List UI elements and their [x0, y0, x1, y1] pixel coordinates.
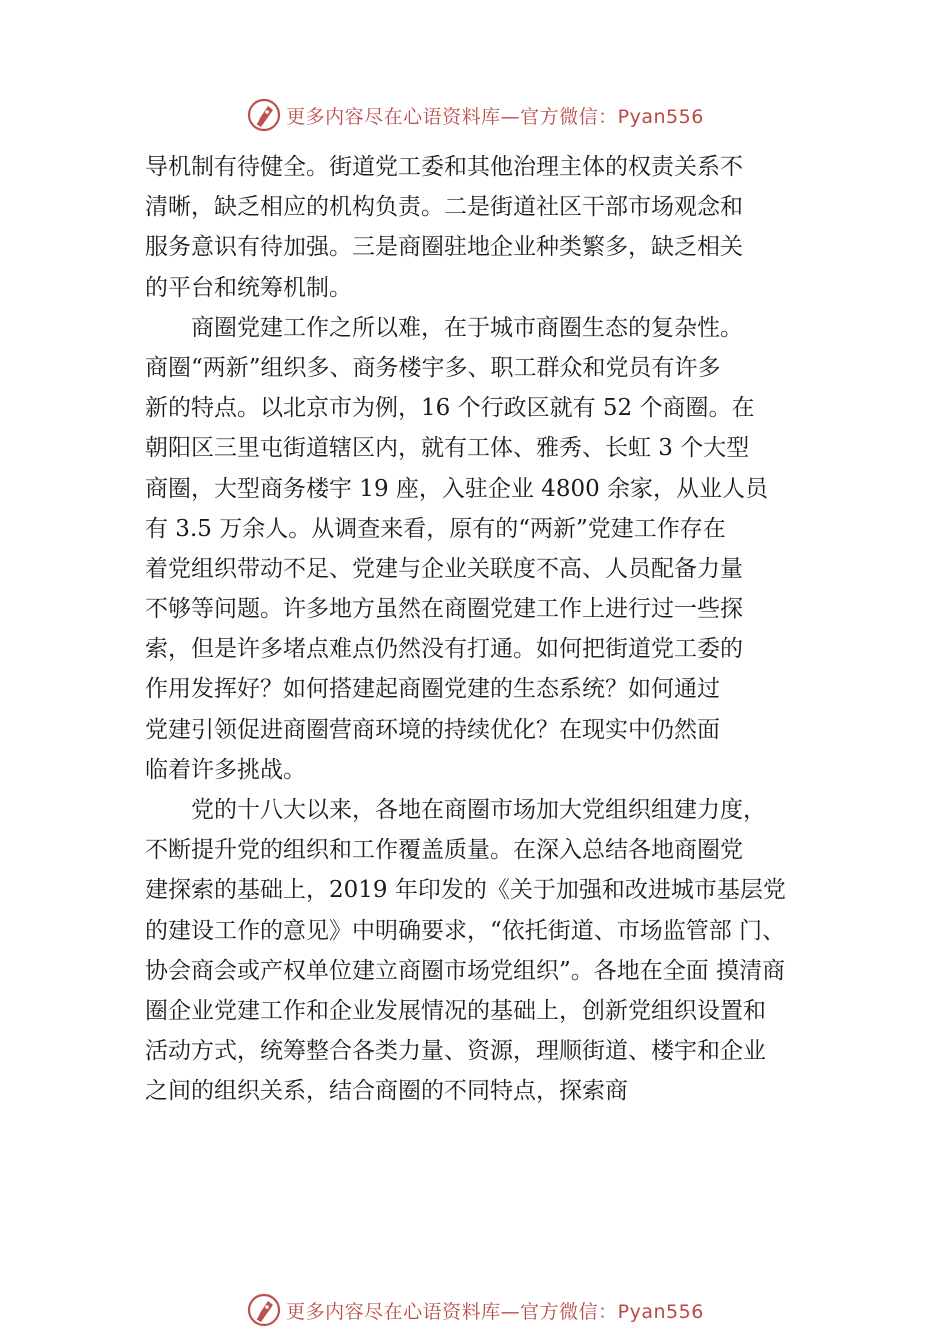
body-line: 新的特点。以北京市为例，16 个行政区就有 52 个商圈。在	[145, 395, 755, 422]
body-line: 的平台和统筹机制。	[145, 274, 352, 301]
body-line: 商圈“两新”组织多、商务楼宇多、职工群众和党员有许多	[145, 354, 721, 381]
body-line: 临着许多挑战。	[145, 756, 306, 783]
body-line: 服务意识有待加强。三是商圈驻地企业种类繁多，缺乏相关	[145, 234, 743, 261]
body-line: 之间的组织关系，结合商圈的不同特点，探索商	[145, 1078, 628, 1105]
header-banner-text: 更多内容尽在心语资料库—官方微信：Pyan556	[286, 105, 704, 128]
body-line: 党建引领促进商圈营商环境的持续优化？在现实中仍然面	[145, 716, 720, 743]
document-body	[145, 147, 810, 1112]
body-line: 不断提升党的组织和工作覆盖质量。在深入总结各地商圈党	[145, 837, 743, 864]
footer-banner-text: 更多内容尽在心语资料库—官方微信：Pyan556	[286, 1300, 704, 1323]
body-line: 有 3.5 万余人。从调查来看，原有的“两新”党建工作存在	[145, 515, 726, 542]
header-banner	[0, 95, 950, 135]
body-line: 商圈，大型商务楼宇 19 座，入驻企业 4800 余家，从业人员	[145, 475, 769, 502]
pen-nib-icon	[246, 97, 282, 133]
body-line: 建探索的基础上，2019 年印发的《关于加强和改进城市基层党	[145, 877, 786, 904]
body-line: 不够等问题。许多地方虽然在商圈党建工作上进行过一些探	[145, 596, 743, 623]
body-line: 协会商会或产权单位建立商圈市场党组织”。各地在全面 摸清商	[145, 957, 786, 984]
footer-banner	[0, 1290, 950, 1330]
pen-nib-icon	[246, 1292, 282, 1328]
body-line: 朝阳区三里屯街道辖区内，就有工体、雅秀、长虹 3 个大型	[145, 435, 750, 462]
paragraph-start-line: 商圈党建工作之所以难，在于城市商圈生态的复杂性。	[191, 314, 743, 341]
body-line: 清晰，缺乏相应的机构负责。二是街道社区干部市场观念和	[145, 194, 743, 221]
body-line: 导机制有待健全。街道党工委和其他治理主体的权责关系不	[145, 154, 743, 180]
paragraph-start-line: 党的十八大以来，各地在商圈市场加大党组织组建力度，	[191, 797, 766, 823]
body-line: 的建设工作的意见》中明确要求，“依托街道、市场监管部 门、	[145, 917, 786, 944]
body-line: 索，但是许多堵点难点仍然没有打通。如何把街道党工委的	[145, 636, 743, 663]
body-line: 着党组织带动不足、党建与企业关联度不高、人员配备力量	[145, 555, 743, 582]
body-line: 圈企业党建工作和企业发展情况的基础上，创新党组织设置和	[145, 997, 766, 1024]
body-line: 作用发挥好？如何搭建起商圈党建的生态系统？如何通过	[145, 676, 720, 703]
body-line: 活动方式，统筹整合各类力量、资源，理顺街道、楼宇和企业	[145, 1038, 766, 1065]
